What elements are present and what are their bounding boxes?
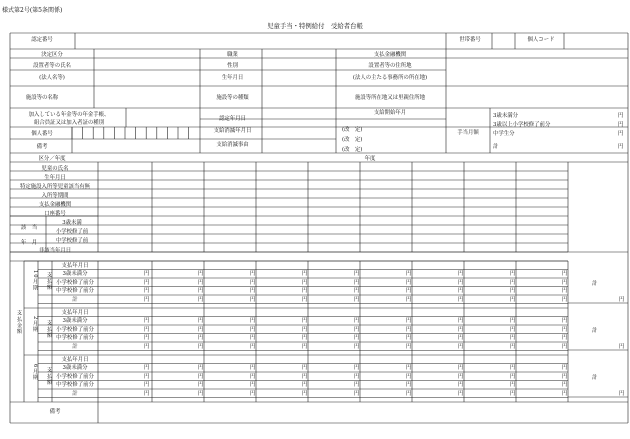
pay-yen-2-3-8: 円 bbox=[510, 335, 516, 341]
pay-yen-1-1-1: 円 bbox=[144, 271, 150, 277]
pay-yen-2-4-9: 円 bbox=[562, 343, 568, 350]
pay-yen-3-3-4: 円 bbox=[302, 382, 308, 388]
label-shisetsu-location: 施設等所在地又は里親住所地 bbox=[354, 95, 426, 101]
shiharai-gaku-2: 支払額 bbox=[46, 320, 52, 339]
label-shokugyo: 職業 bbox=[227, 52, 238, 58]
row-seinengappi: 生年月日 bbox=[44, 175, 66, 181]
shiharai-gaku-1: 支払額 bbox=[46, 272, 52, 291]
pay-yen-3-1-9: 円 bbox=[562, 365, 568, 371]
pay-kei-yen-3: 円 bbox=[619, 390, 625, 397]
pay-yen-2-2-2: 円 bbox=[198, 326, 204, 333]
pay-yen-1-4-1: 円 bbox=[144, 296, 150, 303]
pay-yen-1-3-4: 円 bbox=[302, 288, 308, 294]
label-nendo: 年度 bbox=[364, 156, 376, 162]
label-shikyu-change: 支給消滅年月日 bbox=[213, 128, 252, 134]
pay-item-2-4: 計 bbox=[72, 343, 78, 350]
pay-kei-3: 計 bbox=[592, 375, 598, 381]
pay-yen-3-1-7: 円 bbox=[458, 365, 464, 371]
pay-yen-1-4-5: 円 bbox=[354, 296, 360, 303]
label-secchisha-name: 設置者等の氏名 bbox=[33, 63, 71, 69]
label-nintei-date: 認定年月日 bbox=[219, 116, 246, 122]
pay-yen-1-3-3: 円 bbox=[250, 288, 256, 294]
amount-yen-1: 円 bbox=[618, 113, 624, 119]
pay-yen-3-3-2: 円 bbox=[198, 382, 204, 388]
label-shiharai-kinyu: 支払金融機関 bbox=[373, 52, 407, 58]
pay-yen-2-4-4: 円 bbox=[302, 343, 308, 350]
shiharai-gaku-3: 支払額 bbox=[46, 367, 52, 386]
amount-label-3: 中学生分 bbox=[493, 131, 515, 137]
label-shisetsu-name: 施設等の名称 bbox=[25, 95, 59, 101]
pay-yen-3-2-7: 円 bbox=[458, 373, 464, 380]
pay-yen-3-3-7: 円 bbox=[458, 382, 464, 388]
row-nyusho-kikan: 入所等期間 bbox=[41, 193, 69, 199]
pay-yen-2-3-5: 円 bbox=[354, 335, 360, 341]
label-kojin-bango: 個人番号 bbox=[31, 131, 53, 137]
pay-yen-2-2-7: 円 bbox=[458, 326, 464, 333]
pay-yen-1-2-5: 円 bbox=[354, 279, 360, 286]
pay-yen-2-1-5: 円 bbox=[354, 318, 360, 324]
shiharai-date-label-2: 支払年月日 bbox=[61, 309, 89, 316]
shiharai-date-label-1: 支払年月日 bbox=[61, 262, 89, 269]
period-label-2: 2月期 bbox=[32, 316, 38, 333]
pay-yen-1-1-2: 円 bbox=[198, 271, 204, 277]
pay-yen-3-4-1: 円 bbox=[144, 390, 150, 397]
pay-yen-1-2-7: 円 bbox=[458, 279, 464, 286]
pay-yen-2-2-8: 円 bbox=[510, 326, 516, 333]
pay-yen-2-3-6: 円 bbox=[406, 335, 412, 341]
pay-item-2-1: 3歳未満分 bbox=[62, 318, 88, 324]
label-nen-tsuki: 年 月 bbox=[20, 240, 38, 246]
pay-yen-2-4-6: 円 bbox=[406, 343, 412, 350]
amount-label-2: 3歳以上小学校修了前分 bbox=[493, 122, 551, 128]
label-secchisha-address: 設置者等の住所地 bbox=[368, 63, 412, 69]
pay-yen-3-4-2: 円 bbox=[198, 390, 204, 397]
pay-yen-1-3-7: 円 bbox=[458, 288, 464, 294]
pay-yen-1-4-3: 円 bbox=[250, 296, 256, 303]
pay-yen-1-4-7: 円 bbox=[458, 296, 464, 303]
pay-yen-2-4-1: 円 bbox=[144, 343, 150, 350]
pay-yen-2-1-8: 円 bbox=[510, 318, 516, 324]
pay-item-1-4: 計 bbox=[72, 296, 78, 303]
label-biko-bottom: 備考 bbox=[49, 409, 61, 415]
pay-yen-3-2-9: 円 bbox=[562, 373, 568, 380]
pay-yen-3-2-1: 円 bbox=[144, 373, 150, 380]
pay-yen-2-1-9: 円 bbox=[562, 318, 568, 324]
label-shikyu-reason: 支給消滅事由 bbox=[216, 142, 249, 148]
label-shikyu-start: 支給開始年月 bbox=[373, 110, 407, 116]
pay-yen-1-1-5: 円 bbox=[354, 271, 360, 277]
period-label-1: 10月期 bbox=[32, 270, 38, 292]
amount-yen-4: 円 bbox=[618, 144, 624, 150]
age-row-2: 小学校修了前 bbox=[55, 229, 89, 235]
pay-yen-3-1-4: 円 bbox=[302, 365, 308, 371]
pay-yen-2-1-7: 円 bbox=[458, 318, 464, 324]
pay-yen-1-4-2: 円 bbox=[198, 296, 204, 303]
pay-yen-1-4-6: 円 bbox=[406, 296, 412, 303]
pay-yen-3-4-6: 円 bbox=[406, 390, 412, 397]
pay-kei-2: 計 bbox=[592, 328, 598, 334]
pay-yen-3-4-4: 円 bbox=[302, 390, 308, 397]
pay-yen-1-1-6: 円 bbox=[406, 271, 412, 277]
pay-yen-1-1-7: 円 bbox=[458, 271, 464, 277]
pay-yen-2-3-1: 円 bbox=[144, 335, 150, 341]
form-number: 様式第2号(第5条関係) bbox=[2, 7, 63, 14]
pay-yen-2-2-5: 円 bbox=[354, 326, 360, 333]
pay-yen-2-4-2: 円 bbox=[198, 343, 204, 350]
pay-yen-3-1-2: 円 bbox=[198, 365, 204, 371]
amount-yen-3: 円 bbox=[618, 131, 624, 137]
pay-yen-1-2-3: 円 bbox=[250, 279, 256, 286]
age-row-1: 3歳未満 bbox=[62, 220, 82, 226]
label-shisetsu-type: 施設等の種類 bbox=[216, 95, 249, 101]
pay-yen-2-3-2: 円 bbox=[198, 335, 204, 341]
pay-yen-1-3-1: 円 bbox=[144, 288, 150, 294]
pay-yen-1-1-4: 円 bbox=[302, 271, 308, 277]
pay-yen-1-2-9: 円 bbox=[562, 279, 568, 286]
label-gaito: 該 当 bbox=[20, 225, 38, 231]
pay-yen-2-4-8: 円 bbox=[510, 343, 516, 350]
pay-yen-1-4-4: 円 bbox=[302, 296, 308, 303]
label-address-sub: (法人の主たる事務所の所在地) bbox=[352, 75, 428, 81]
label-shikyu-kingaku: 支払金額 bbox=[16, 310, 22, 335]
pay-yen-1-2-2: 円 bbox=[198, 279, 204, 286]
row-jido-name: 児童の氏名 bbox=[41, 166, 69, 172]
pay-item-3-2: 小学校修了前分 bbox=[56, 373, 94, 380]
pay-yen-3-2-8: 円 bbox=[510, 373, 516, 380]
pay-yen-3-3-6: 円 bbox=[406, 382, 412, 388]
row-tokutei-shisetsu: 特定施設入所等児童該当有無 bbox=[19, 184, 91, 190]
pay-yen-2-3-3: 円 bbox=[250, 335, 256, 341]
label-seibetsu: 性別 bbox=[227, 63, 238, 69]
pay-yen-1-1-3: 円 bbox=[250, 271, 256, 277]
pay-yen-3-4-8: 円 bbox=[510, 390, 516, 397]
pay-item-3-1: 3歳未満分 bbox=[62, 365, 88, 371]
label-nenkin-1: 加入している年金等の年金手帳、 bbox=[28, 112, 110, 118]
pay-yen-2-2-6: 円 bbox=[406, 326, 412, 333]
pay-yen-2-2-9: 円 bbox=[562, 326, 568, 333]
pay-yen-3-2-3: 円 bbox=[250, 373, 256, 380]
amount-label-1: 3歳未満分 bbox=[493, 113, 518, 119]
pay-yen-1-4-9: 円 bbox=[562, 296, 568, 303]
pay-item-2-2: 小学校修了前分 bbox=[56, 326, 94, 333]
pay-yen-3-2-2: 円 bbox=[198, 373, 204, 380]
pay-yen-1-2-6: 円 bbox=[406, 279, 412, 286]
pay-kei-1: 計 bbox=[592, 281, 598, 287]
age-row-3: 中学校修了前 bbox=[55, 238, 89, 244]
pay-yen-1-4-8: 円 bbox=[510, 296, 516, 303]
pay-yen-3-1-3: 円 bbox=[250, 365, 256, 371]
pay-yen-2-2-4: 円 bbox=[302, 326, 308, 333]
label-setai-bango: 世帯番号 bbox=[459, 37, 481, 43]
pay-yen-2-2-3: 円 bbox=[250, 326, 256, 333]
pay-yen-1-2-8: 円 bbox=[510, 279, 516, 286]
pay-yen-3-3-1: 円 bbox=[144, 382, 150, 388]
pay-yen-1-3-9: 円 bbox=[562, 288, 568, 294]
pay-yen-2-1-4: 円 bbox=[302, 318, 308, 324]
pay-yen-1-2-4: 円 bbox=[302, 279, 308, 286]
row-kinyu-kikan: 支払金融機関 bbox=[38, 202, 72, 208]
pay-yen-1-3-6: 円 bbox=[406, 288, 412, 294]
pay-yen-3-4-3: 円 bbox=[250, 390, 256, 397]
pay-yen-2-1-3: 円 bbox=[250, 318, 256, 324]
pay-yen-3-2-6: 円 bbox=[406, 373, 412, 380]
amount-yen-2: 円 bbox=[618, 122, 624, 128]
pay-yen-1-3-8: 円 bbox=[510, 288, 516, 294]
kaitei-3: (改 定) bbox=[342, 147, 363, 153]
pay-yen-2-1-1: 円 bbox=[144, 318, 150, 324]
kaitei-2: (改 定) bbox=[342, 137, 363, 143]
pay-yen-1-3-5: 円 bbox=[354, 288, 360, 294]
amount-label-4: 計 bbox=[493, 144, 499, 150]
pay-yen-2-1-6: 円 bbox=[406, 318, 412, 324]
label-kojin-code: 個人コード bbox=[527, 37, 555, 43]
pay-yen-1-2-1: 円 bbox=[144, 279, 150, 286]
pay-yen-3-1-5: 円 bbox=[354, 365, 360, 371]
pay-item-1-2: 小学校修了前分 bbox=[56, 279, 94, 286]
pay-yen-3-1-1: 円 bbox=[144, 365, 150, 371]
form-title: 児童手当・特例給付 受給者台帳 bbox=[267, 22, 363, 30]
pay-yen-1-1-8: 円 bbox=[510, 271, 516, 277]
shiharai-date-label-3: 支払年月日 bbox=[61, 356, 89, 363]
pay-item-3-3: 中学校修了前分 bbox=[56, 382, 94, 388]
pay-yen-3-3-8: 円 bbox=[510, 382, 516, 388]
pay-item-1-3: 中学校修了前分 bbox=[56, 288, 94, 294]
period-label-3: 6月期 bbox=[32, 364, 38, 381]
pay-item-3-4: 計 bbox=[72, 390, 78, 397]
label-kubun-nendo: 区分／年度 bbox=[38, 156, 66, 162]
pay-yen-3-3-3: 円 bbox=[250, 382, 256, 388]
label-secchisha-sub: (法人名等) bbox=[39, 75, 65, 81]
row-higaito: 非該当年月日 bbox=[38, 248, 72, 254]
pay-yen-2-4-5: 円 bbox=[354, 343, 360, 350]
pay-yen-2-1-2: 円 bbox=[198, 318, 204, 324]
pay-yen-2-2-1: 円 bbox=[144, 326, 150, 333]
pay-yen-1-1-9: 円 bbox=[562, 271, 568, 277]
pay-yen-2-3-4: 円 bbox=[302, 335, 308, 341]
label-teate-getsugaku: 手当月額 bbox=[457, 130, 479, 136]
label-nenkin-2: 組合員証又は加入者証の種別 bbox=[33, 120, 105, 126]
pay-kei-yen-1: 円 bbox=[619, 296, 625, 303]
pay-yen-2-3-9: 円 bbox=[562, 335, 568, 341]
pay-yen-2-4-3: 円 bbox=[250, 343, 256, 350]
pay-yen-3-3-5: 円 bbox=[354, 382, 360, 388]
pay-yen-2-3-7: 円 bbox=[458, 335, 464, 341]
pay-yen-2-4-7: 円 bbox=[458, 343, 464, 350]
label-kettei-kubun: 決定区分 bbox=[41, 52, 63, 58]
pay-item-2-3: 中学校修了前分 bbox=[56, 335, 94, 341]
pay-yen-3-4-9: 円 bbox=[562, 390, 568, 397]
label-seinengappi: 生年月日 bbox=[221, 75, 244, 81]
pay-yen-3-2-5: 円 bbox=[354, 373, 360, 380]
pay-yen-3-4-7: 円 bbox=[458, 390, 464, 397]
label-biko-top: 備考 bbox=[36, 144, 48, 150]
pay-item-1-1: 3歳未満分 bbox=[62, 271, 88, 277]
pay-yen-3-3-9: 円 bbox=[562, 382, 568, 388]
pay-yen-1-3-2: 円 bbox=[198, 288, 204, 294]
pay-yen-3-2-4: 円 bbox=[302, 373, 308, 380]
pay-yen-3-1-6: 円 bbox=[406, 365, 412, 371]
pay-kei-yen-2: 円 bbox=[619, 343, 625, 350]
kaitei-1: (改 定) bbox=[342, 127, 363, 133]
pay-yen-3-4-5: 円 bbox=[354, 390, 360, 397]
row-koza-bango: 口座番号 bbox=[44, 211, 66, 217]
label-nintei-bango: 認定番号 bbox=[31, 37, 53, 43]
pay-yen-3-1-8: 円 bbox=[510, 365, 516, 371]
